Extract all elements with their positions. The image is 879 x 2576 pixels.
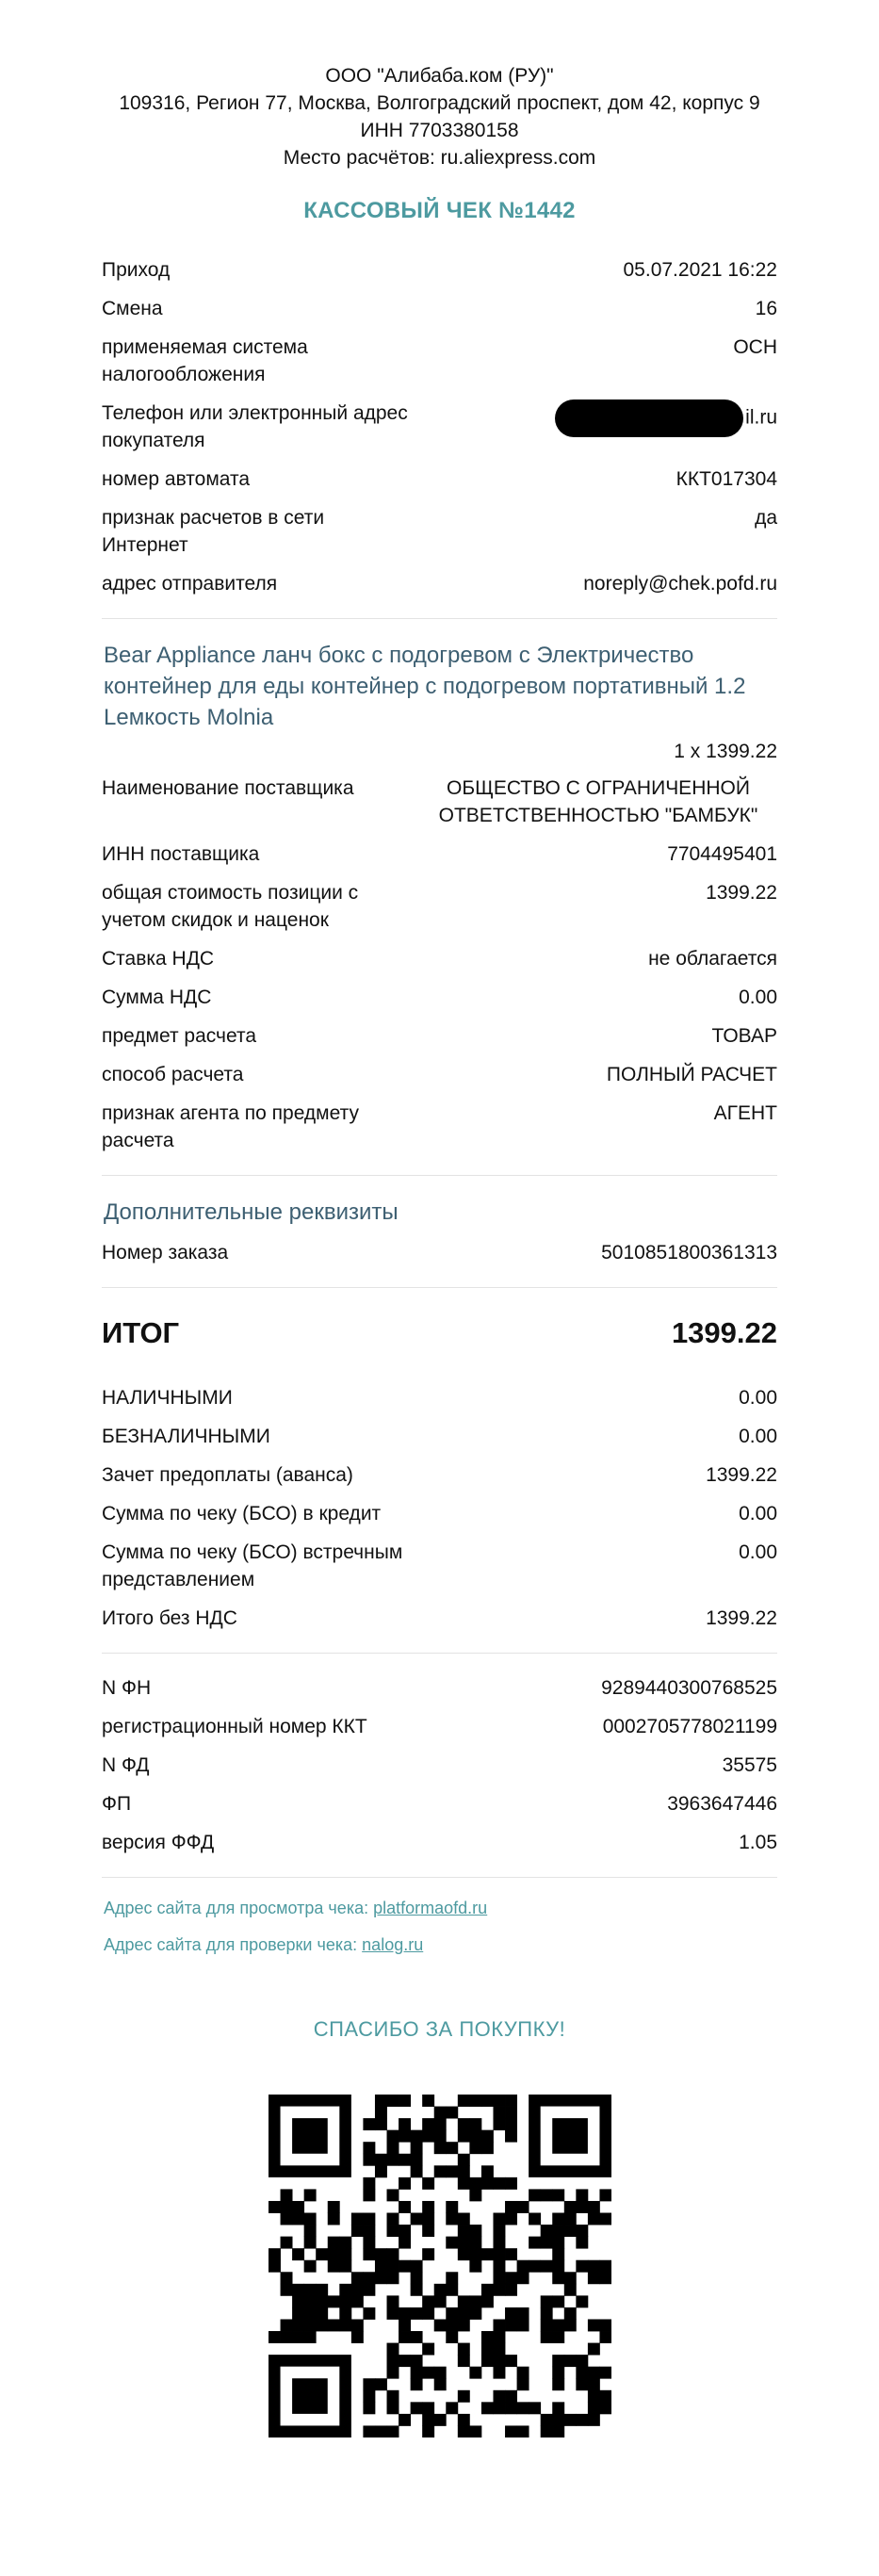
- item-label: общая стоимость позиции с учетом скидок и наценок: [102, 882, 359, 931]
- receipt-title: КАССОВЫЙ ЧЕК №1442: [303, 198, 576, 223]
- fiscal-value: 9289440300768525: [601, 1677, 777, 1699]
- payment-row: [102, 1605, 777, 1632]
- redaction-mark: [555, 399, 743, 437]
- item-label: ИНН поставщика: [102, 843, 260, 865]
- payment-row: [102, 1384, 777, 1411]
- payment-label: Итого без НДС: [102, 1607, 237, 1629]
- payment-value: 0.00: [739, 1387, 777, 1409]
- fiscal-label: N ФД: [102, 1754, 150, 1776]
- receipt-header: [0, 0, 879, 171]
- payment-label: Сумма по чеку (БСО) в кредит: [102, 1503, 382, 1524]
- payment-value: 0.00: [739, 1541, 777, 1563]
- buyer-contact-visible: il.ru: [745, 406, 777, 429]
- item-row: [102, 840, 777, 868]
- item-row: [102, 774, 777, 829]
- item-label: Наименование поставщика: [102, 777, 354, 799]
- divider: [102, 1175, 777, 1176]
- fiscal-row: [102, 1752, 777, 1779]
- payment-value: 1399.22: [706, 1607, 777, 1629]
- info-label: признак расчетов в сети Интернет: [102, 507, 325, 556]
- fiscal-section: [102, 1674, 777, 1856]
- item-value: АГЕНТ: [713, 1102, 777, 1124]
- item-details: [102, 774, 777, 1154]
- item-name: Bear Appliance ланч бокс с подогревом с Электричество контейнер для еды контейнер с подогревом портативный 1.2 Lемкость Molnia: [104, 643, 746, 730]
- info-label: Приход: [102, 259, 171, 281]
- info-value: 16: [755, 298, 777, 319]
- company-address: 109316, Регион 77, Москва, Волгоградский проспект, дом 42, корпус 9: [119, 92, 760, 114]
- info-row: [102, 256, 777, 284]
- item-value: 0.00: [739, 986, 777, 1008]
- info-row: [102, 399, 777, 454]
- buyer-contact: [555, 399, 777, 454]
- item-label: признак агента по предмету расчета: [102, 1102, 359, 1151]
- payment-label: БЕЗНАЛИЧНЫМИ: [102, 1426, 270, 1447]
- info-row: [102, 465, 777, 493]
- item-label: предмет расчета: [102, 1025, 257, 1047]
- order-label: Номер заказа: [102, 1242, 229, 1264]
- info-row: [102, 334, 777, 388]
- item-quantity-price: 1 x 1399.22: [674, 741, 777, 762]
- company-inn: ИНН 7703380158: [360, 120, 519, 141]
- fiscal-value: 35575: [722, 1754, 777, 1776]
- item-value: ОБЩЕСТВО С ОГРАНИЧЕННОЙ ОТВЕТСТВЕННОСТЬЮ "БАМБУК": [438, 777, 758, 826]
- item-value: 1399.22: [706, 882, 777, 904]
- company-name: ООО "Алибаба.ком (РУ)": [325, 65, 554, 87]
- fiscal-label: регистрационный номер ККТ: [102, 1716, 367, 1737]
- payment-value: 0.00: [739, 1426, 777, 1447]
- info-value: 05.07.2021 16:22: [623, 259, 777, 281]
- check-receipt-line: [104, 1935, 777, 1955]
- item-row: [102, 1022, 777, 1050]
- info-value: ОСН: [733, 336, 777, 358]
- fiscal-value: 1.05: [739, 1832, 777, 1853]
- payment-row: [102, 1423, 777, 1450]
- qr-code-icon: [269, 2095, 611, 2437]
- info-row: [102, 504, 777, 559]
- fiscal-row: [102, 1674, 777, 1702]
- extra-section: [102, 1239, 777, 1266]
- item-row: [102, 945, 777, 972]
- check-receipt-label: Адрес сайта для проверки чека:: [104, 1935, 358, 1954]
- payment-section: [102, 1384, 777, 1632]
- total-value: 1399.22: [671, 1316, 777, 1349]
- fiscal-label: версия ФФД: [102, 1832, 215, 1853]
- fiscal-row: [102, 1790, 777, 1818]
- fiscal-label: N ФН: [102, 1677, 152, 1699]
- divider: [102, 1653, 777, 1654]
- thanks-message: СПАСИБО ЗА ПОКУПКУ!: [313, 2017, 566, 2041]
- settlement-place: Место расчётов: ru.aliexpress.com: [283, 147, 596, 169]
- item-row: [102, 879, 777, 934]
- order-number: 5010851800361313: [601, 1242, 777, 1264]
- info-value: noreply@chek.pofd.ru: [583, 573, 777, 595]
- qr-code-graphic: [269, 2095, 611, 2437]
- payment-label: Зачет предоплаты (аванса): [102, 1464, 353, 1486]
- item-value: ПОЛНЫЙ РАСЧЕТ: [606, 1064, 777, 1085]
- fiscal-value: 0002705778021199: [602, 1716, 777, 1737]
- view-receipt-line: [104, 1899, 777, 1918]
- payment-value: 1399.22: [706, 1464, 777, 1486]
- total-label: ИТОГ: [102, 1316, 180, 1349]
- info-label: адрес отправителя: [102, 573, 278, 595]
- item-value: 7704495401: [667, 843, 777, 865]
- view-receipt-label: Адрес сайта для просмотра чека:: [104, 1899, 369, 1917]
- divider: [102, 1877, 777, 1878]
- payment-label: НАЛИЧНЫМИ: [102, 1387, 233, 1409]
- check-receipt-link[interactable]: nalog.ru: [362, 1935, 424, 1954]
- item-label: Сумма НДС: [102, 986, 212, 1008]
- info-value: да: [755, 507, 777, 529]
- divider: [102, 618, 777, 619]
- fiscal-row: [102, 1713, 777, 1740]
- info-label: номер автомата: [102, 468, 251, 490]
- item-row: [102, 984, 777, 1011]
- info-label: Телефон или электронный адрес покупателя: [102, 402, 408, 451]
- item-value: не облагается: [648, 948, 777, 970]
- view-receipt-link[interactable]: platformaofd.ru: [373, 1899, 488, 1917]
- info-label: Смена: [102, 298, 163, 319]
- payment-row: [102, 1461, 777, 1489]
- payment-value: 0.00: [739, 1503, 777, 1524]
- fiscal-value: 3963647446: [667, 1793, 777, 1815]
- item-row: [102, 1100, 777, 1154]
- fiscal-row: [102, 1829, 777, 1856]
- payment-row: [102, 1539, 777, 1593]
- fiscal-label: ФП: [102, 1793, 132, 1815]
- item-row: [102, 1061, 777, 1088]
- info-row: [102, 295, 777, 322]
- payment-row: [102, 1500, 777, 1527]
- item-value: ТОВАР: [711, 1025, 777, 1047]
- info-value: ККТ017304: [676, 468, 777, 490]
- order-row: [102, 1239, 777, 1266]
- item-label: способ расчета: [102, 1064, 244, 1085]
- payment-label: Сумма по чеку (БСО) встречным представлением: [102, 1541, 403, 1590]
- total-row: [102, 1316, 777, 1350]
- info-row: [102, 570, 777, 597]
- extra-section-title: Дополнительные реквизиты: [104, 1199, 399, 1225]
- divider: [102, 1287, 777, 1288]
- info-label: применяемая система налогообложения: [102, 336, 308, 385]
- item-label: Ставка НДС: [102, 948, 215, 970]
- info-section: [102, 256, 777, 597]
